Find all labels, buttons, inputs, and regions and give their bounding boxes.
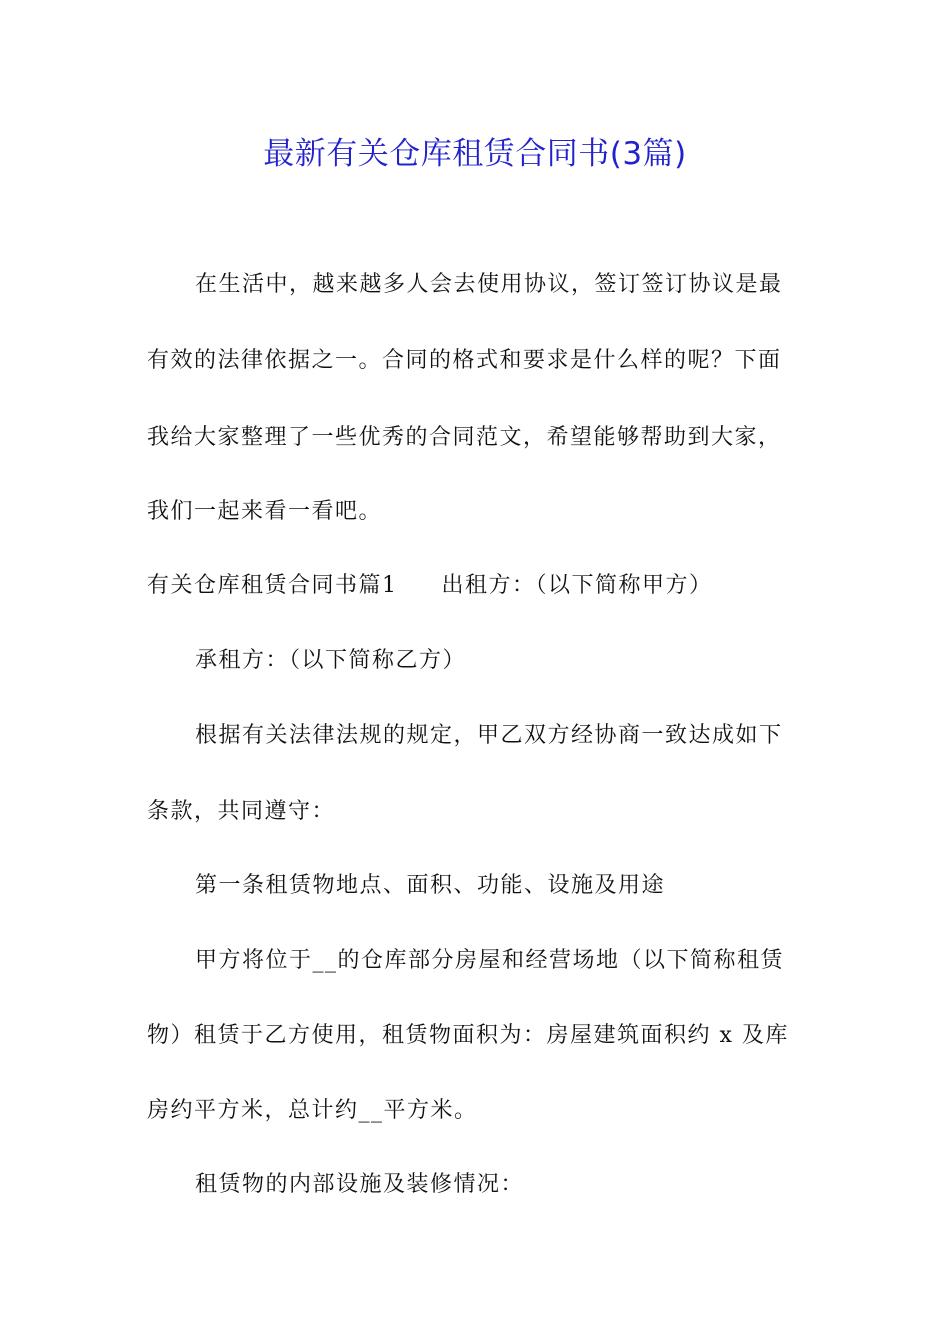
facilities-line: 租赁物的内部设施及装修情况： (195, 1172, 525, 1197)
preamble-line-2: 条款，共同遵守： (147, 799, 336, 824)
intro-line-1: 在生活中，越来越多人会去使用协议，签订签订协议是最 (195, 272, 783, 297)
document-title: 最新有关仓库租赁合同书(3篇) (263, 136, 687, 172)
article-1-line-3: 房约平方米，总计约__平方米。 (147, 1098, 478, 1123)
article-1-line-2: 物）租赁于乙方使用，租赁物面积为：房屋建筑面积约 x 及库 (147, 1023, 789, 1048)
section-heading: 有关仓库租赁合同书篇1 (147, 573, 398, 598)
article-1-line-1: 甲方将位于__的仓库部分房屋和经营场地（以下简称租赁 (195, 948, 785, 973)
lessee-line: 承租方：（以下简称乙方） (195, 648, 467, 673)
preamble-line-1: 根据有关法律法规的规定，甲乙双方经协商一致达成如下 (195, 723, 783, 748)
article-1-title: 第一条租赁物地点、面积、功能、设施及用途 (195, 873, 666, 898)
intro-line-3: 我给大家整理了一些优秀的合同范文，希望能够帮助到大家， (147, 425, 782, 450)
intro-line-2: 有效的法律依据之一。合同的格式和要求是什么样的呢？下面 (147, 348, 782, 373)
lessor-line: 出租方：（以下简称甲方） (441, 573, 713, 598)
intro-line-4: 我们一起来看一看吧。 (147, 499, 383, 524)
section-heading-row (147, 566, 807, 606)
